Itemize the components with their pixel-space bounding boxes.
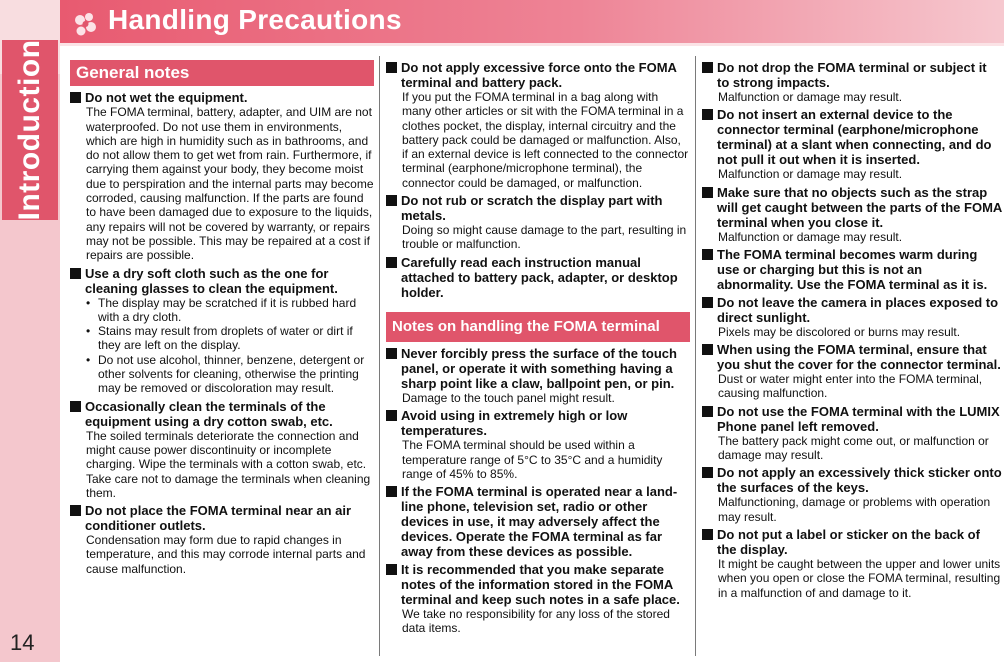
note-item	[386, 193, 690, 252]
note-body: The battery pack might come out, or malfunction or damage may result.	[718, 433, 989, 463]
note-item	[70, 399, 374, 500]
note-title: Do not apply an excessively thick sticker onto the surfaces of the keys.	[702, 465, 1002, 495]
note-title: Never forcibly press the surface of the touch panel, or operate it with something having a sharp point like a claw, ballpoint pen, or pin.	[386, 346, 690, 391]
note-item	[386, 60, 690, 190]
note-title: It is recommended that you make separate notes of the information stored in the FOMA terminal and keep such notes in a safe place.	[386, 562, 690, 607]
page-number: 14	[10, 630, 35, 655]
note-title: Do not rub or scratch the display part with metals.	[386, 193, 690, 223]
square-bullet-icon	[702, 467, 713, 478]
note-title: Occasionally clean the terminals of the equipment using a dry cotton swab, etc.	[70, 399, 374, 429]
note-title: Do not place the FOMA terminal near an air conditioner outlets.	[70, 503, 374, 533]
note-body: Pixels may be discolored or burns may result.	[718, 324, 961, 339]
note-body: The FOMA terminal should be used within a temperature range of 5°C to 35°C and a humidity range of 45% to 85%.	[402, 438, 663, 481]
square-bullet-icon	[702, 297, 713, 308]
note-body: We take no responsibility for any loss of the stored data items.	[402, 607, 670, 636]
note-body: It might be caught between the upper and lower units when you open or close the FOMA terminal, resulting in a malfunction of and damage to it.	[718, 556, 1001, 600]
note-title: Avoid using in extremely high or low temperatures.	[386, 408, 690, 438]
note-body: Malfunctioning, damage or problems with operation may result.	[718, 495, 991, 524]
note-item	[702, 107, 1002, 181]
note-body: Doing so might cause damage to the part, resulting in trouble or malfunction.	[402, 223, 687, 252]
note-title: Do not apply excessive force onto the FOMA terminal and battery pack.	[386, 60, 690, 90]
square-bullet-icon	[386, 195, 397, 206]
square-bullet-icon	[386, 564, 397, 575]
square-bullet-icon	[386, 410, 397, 421]
note-item	[386, 408, 690, 481]
note-body: Damage to the touch panel might result.	[402, 390, 615, 405]
square-bullet-icon	[702, 109, 713, 120]
section-tab	[2, 40, 58, 220]
note-title: Do not insert an external device to the connector terminal (earphone/microphone terminal) at a slant when connecting, and do not pull it out when it is inserted.	[702, 107, 1002, 167]
note-title: Carefully read each instruction manual attached to battery pack, adapter, or desktop holder.	[386, 255, 690, 300]
note-title: Do not leave the camera in places exposed to direct sunlight.	[702, 295, 1002, 325]
note-title: Do not wet the equipment.	[70, 90, 374, 105]
square-bullet-icon	[702, 249, 713, 260]
note-title: Do not put a label or sticker on the back of the display.	[702, 527, 1002, 557]
note-body: Malfunction or damage may result.	[718, 167, 903, 182]
square-bullet-icon	[386, 62, 397, 73]
note-body: Malfunction or damage may result.	[718, 90, 903, 104]
note-item	[702, 342, 1002, 401]
note-title: If the FOMA terminal is operated near a land-line phone, television set, radio or other devices in use, it may adversely affect the devices. Operate the FOMA terminal as far away from these devices as possible.	[386, 484, 690, 559]
flower-icon	[70, 8, 100, 42]
note-item	[702, 247, 1002, 292]
page-title: Handling Precautions	[108, 4, 402, 35]
square-bullet-icon	[702, 344, 713, 355]
square-bullet-icon	[70, 401, 81, 412]
square-bullet-icon	[386, 257, 397, 268]
note-body: If you put the FOMA terminal in a bag along with many other articles or sit with the FOMA terminal in a clothes pocket, the display, internal circuitry and the battery pack could be damaged or malfunction. Also, if an external device is left connected to the connector terminal (earphone/microphone terminal), the connector could be damaged, or malfunction.	[402, 90, 689, 190]
note-title: Make sure that no objects such as the strap will get caught between the parts of the FOMA terminal when you close it.	[702, 185, 1002, 230]
note-body: Malfunction or damage may result.	[718, 229, 903, 244]
list-item: • Do not use alcohol, thinner, benzene, detergent or other solvents for cleaning, otherwise the printing may be removed or discoloration may result.	[86, 353, 374, 396]
note-item	[70, 503, 374, 576]
note-body: Condensation may form due to rapid changes in temperature, and this may corrode internal parts and cause malfunction.	[86, 533, 366, 576]
note-item	[386, 346, 690, 405]
square-bullet-icon	[702, 529, 713, 540]
note-item	[386, 255, 690, 300]
list-item: • The display may be scratched if it is rubbed hard with a dry cloth.	[86, 296, 374, 325]
square-bullet-icon	[702, 406, 713, 417]
note-body: Dust or water might enter into the FOMA terminal, causing malfunction.	[718, 372, 983, 401]
note-item	[702, 185, 1002, 244]
note-item	[70, 90, 374, 262]
note-title: The FOMA terminal becomes warm during use or charging but this is not an abnormality. Use the FOMA terminal as it is.	[702, 247, 1002, 292]
note-body: The soiled terminals deteriorate the connection and might cause power discontinuity or incomplete charging. Wipe the terminals with a cotton swab, etc. Take care not to damage the terminals when cleaning them.	[86, 428, 371, 500]
note-item	[702, 295, 1002, 339]
square-bullet-icon	[70, 92, 81, 103]
foma-notes-heading: Notes on handling the FOMA terminal	[386, 312, 690, 342]
column-divider	[695, 56, 696, 656]
square-bullet-icon	[702, 62, 713, 73]
note-body: The FOMA terminal, battery, adapter, and UIM are not waterproofed. Do not use them in environments, which are high in humidity such as in bathrooms, and do not allow them to get wet from rain. Furthermore, if carrying them against your body, they become moist due to perspiration and the internal parts may become corroded, causing malfunction. If the parts are found to have been damaged due to exposure to the liquids, any repairs will not be covered by warranty, or repairs may not be possible. This may be repaired at a cost if repairs are possible.	[86, 105, 374, 263]
square-bullet-icon	[386, 486, 397, 497]
column-1	[70, 60, 374, 579]
note-title: Do not drop the FOMA terminal or subject it to strong impacts.	[702, 60, 1002, 90]
bullet-list	[70, 296, 374, 396]
column-divider	[379, 56, 380, 656]
note-title: When using the FOMA terminal, ensure that you shut the cover for the connector terminal.	[702, 342, 1002, 372]
square-bullet-icon	[702, 187, 713, 198]
section-tab-label: Introduction	[13, 39, 46, 221]
note-item	[70, 266, 374, 396]
note-title: Do not use the FOMA terminal with the LUMIX Phone panel left removed.	[702, 404, 1002, 434]
note-item	[386, 562, 690, 636]
square-bullet-icon	[70, 268, 81, 279]
note-title: Use a dry soft cloth such as the one for cleaning glasses to clean the equipment.	[70, 266, 374, 296]
column-3	[702, 60, 1002, 603]
note-item	[386, 484, 690, 559]
column-2	[386, 60, 690, 639]
square-bullet-icon	[386, 348, 397, 359]
note-item	[702, 60, 1002, 104]
note-item	[702, 465, 1002, 524]
header-shade	[60, 43, 1004, 46]
note-item	[702, 527, 1002, 600]
note-item	[702, 404, 1002, 463]
general-notes-heading: General notes	[70, 60, 374, 86]
square-bullet-icon	[70, 505, 81, 516]
list-item: • Stains may result from droplets of water or dirt if they are left on the display.	[86, 324, 374, 353]
